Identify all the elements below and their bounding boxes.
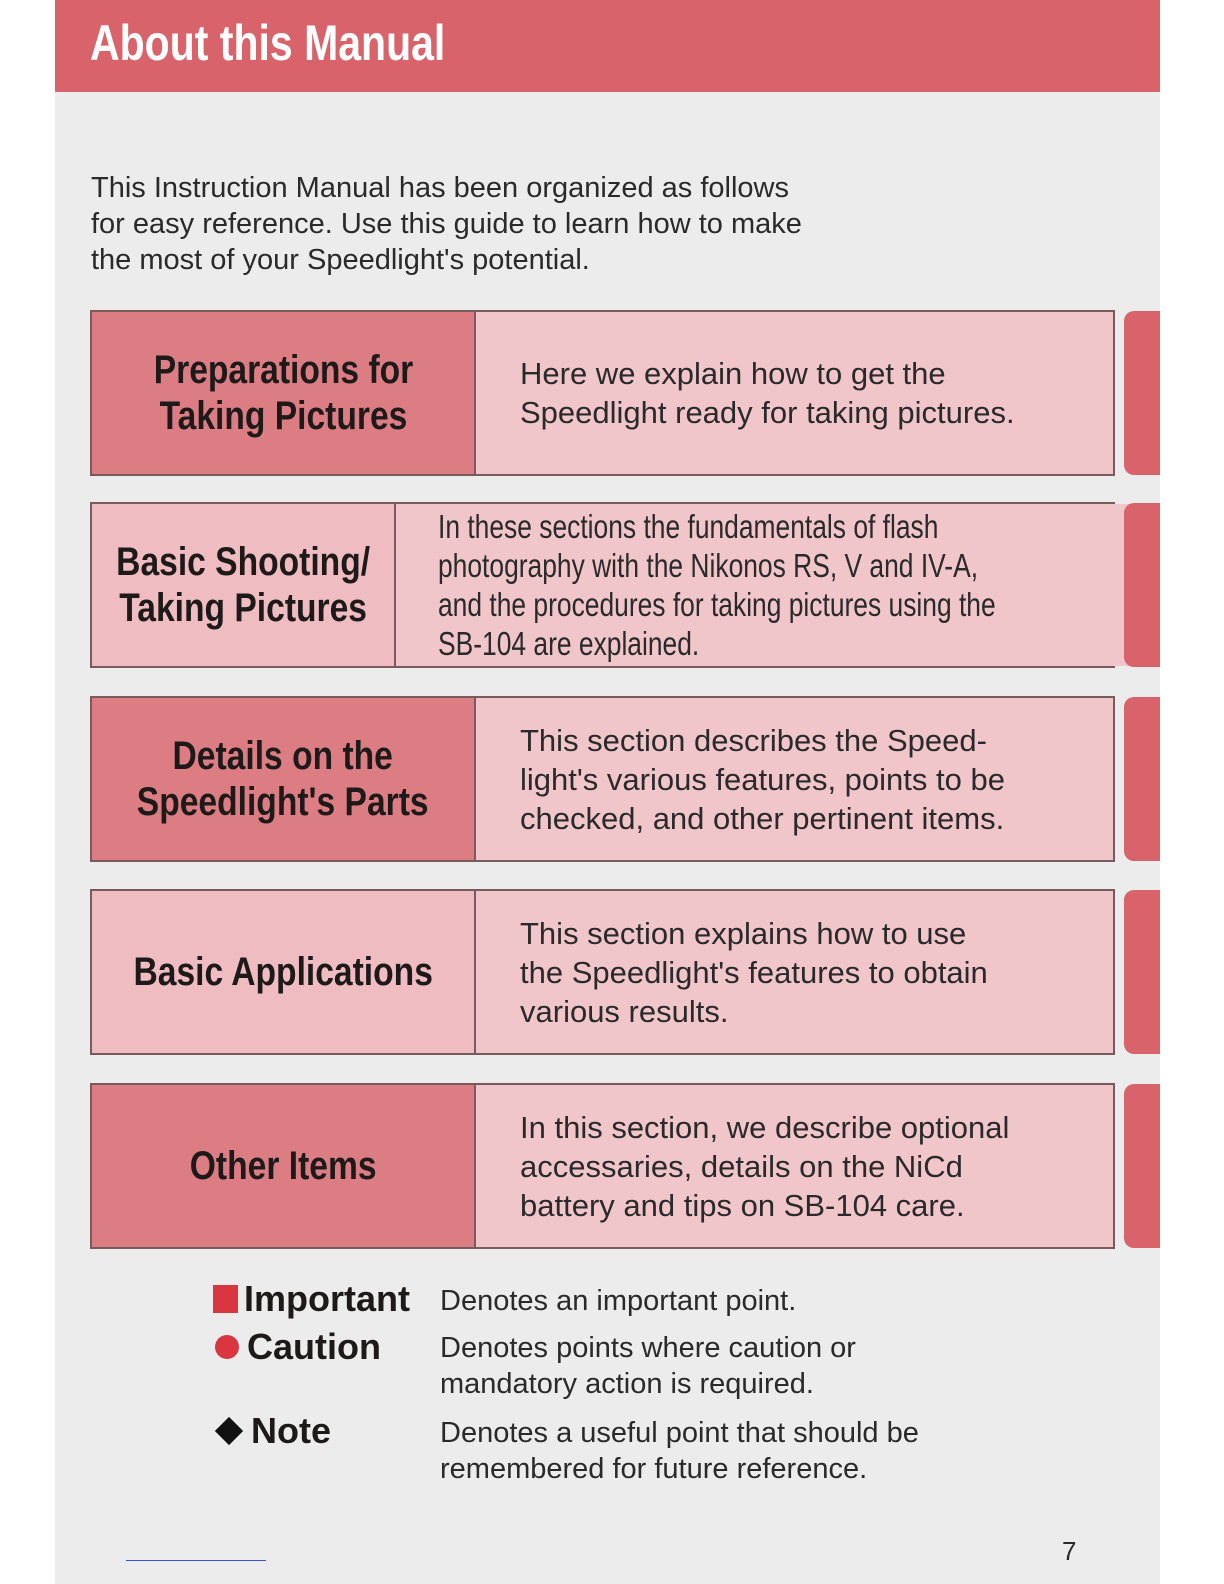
dot-icon — [215, 1335, 239, 1359]
section-tab-marker — [1124, 1084, 1160, 1248]
section-label: Preparations for Taking Pictures — [153, 348, 413, 438]
section-label-cell — [92, 1085, 476, 1247]
section-description: Here we explain how to get the Speedlight ready for taking pictures. — [520, 356, 1015, 430]
legend-term: Caution — [247, 1326, 381, 1367]
section-description-cell — [476, 1085, 1113, 1247]
diamond-icon — [215, 1417, 243, 1445]
section-tab-marker — [1124, 697, 1160, 861]
section-tab-marker — [1124, 311, 1160, 475]
section-other-items — [90, 1083, 1115, 1249]
page-title: About this Manual — [90, 15, 446, 71]
section-description: In this section, we describe optional accessaries, details on the NiCd battery and tips on SB-104 care. — [520, 1109, 1010, 1223]
section-details-parts — [90, 696, 1115, 862]
square-icon — [213, 1285, 238, 1313]
section-label-cell — [92, 891, 476, 1053]
section-label-cell — [92, 504, 396, 666]
section-description: This section describes the Speed- light's various features, points to be checked, and other pertinent items. — [520, 722, 1005, 836]
section-description: In these sections the fundamentals of flash photography with the Nikonos RS, V and IV-A, and the procedures for taking pictures using the SB-104 are explained. — [438, 508, 996, 662]
legend-term: Note — [251, 1410, 331, 1451]
section-preparations — [90, 310, 1115, 476]
section-description-cell — [476, 312, 1113, 474]
section-basic-shooting — [90, 502, 1115, 668]
section-tab-marker — [1124, 890, 1160, 1054]
section-label-cell — [92, 698, 476, 860]
legend-description: Denotes points where caution or mandatory action is required. — [440, 1332, 856, 1400]
section-description-cell — [476, 891, 1113, 1053]
section-basic-applications — [90, 889, 1115, 1055]
section-label: Other Items — [189, 1144, 377, 1188]
section-description: This section explains how to use the Speedlight's features to obtain various results. — [520, 915, 988, 1029]
section-description-cell — [476, 698, 1113, 860]
section-label: Basic Applications — [133, 950, 433, 994]
intro-line: This Instruction Manual has been organized as follows — [91, 172, 789, 204]
section-label: Details on the Speedlight's Parts — [137, 734, 429, 824]
intro-line: for easy reference. Use this guide to learn how to make — [91, 208, 802, 240]
section-description-cell — [396, 504, 1135, 666]
section-label-cell — [92, 312, 476, 474]
legend-description: Denotes a useful point that should be remembered for future reference. — [440, 1417, 919, 1485]
link-underline — [126, 1560, 266, 1561]
section-label: Basic Shooting/ Taking Pictures — [116, 540, 371, 630]
legend-description: Denotes an important point. — [440, 1285, 797, 1317]
page-number: 7 — [1062, 1536, 1077, 1566]
section-tab-marker — [1124, 503, 1160, 667]
intro-paragraph — [91, 170, 951, 278]
intro-line: the most of your Speedlight's potential. — [91, 244, 590, 276]
legend-term: Important — [244, 1278, 410, 1319]
